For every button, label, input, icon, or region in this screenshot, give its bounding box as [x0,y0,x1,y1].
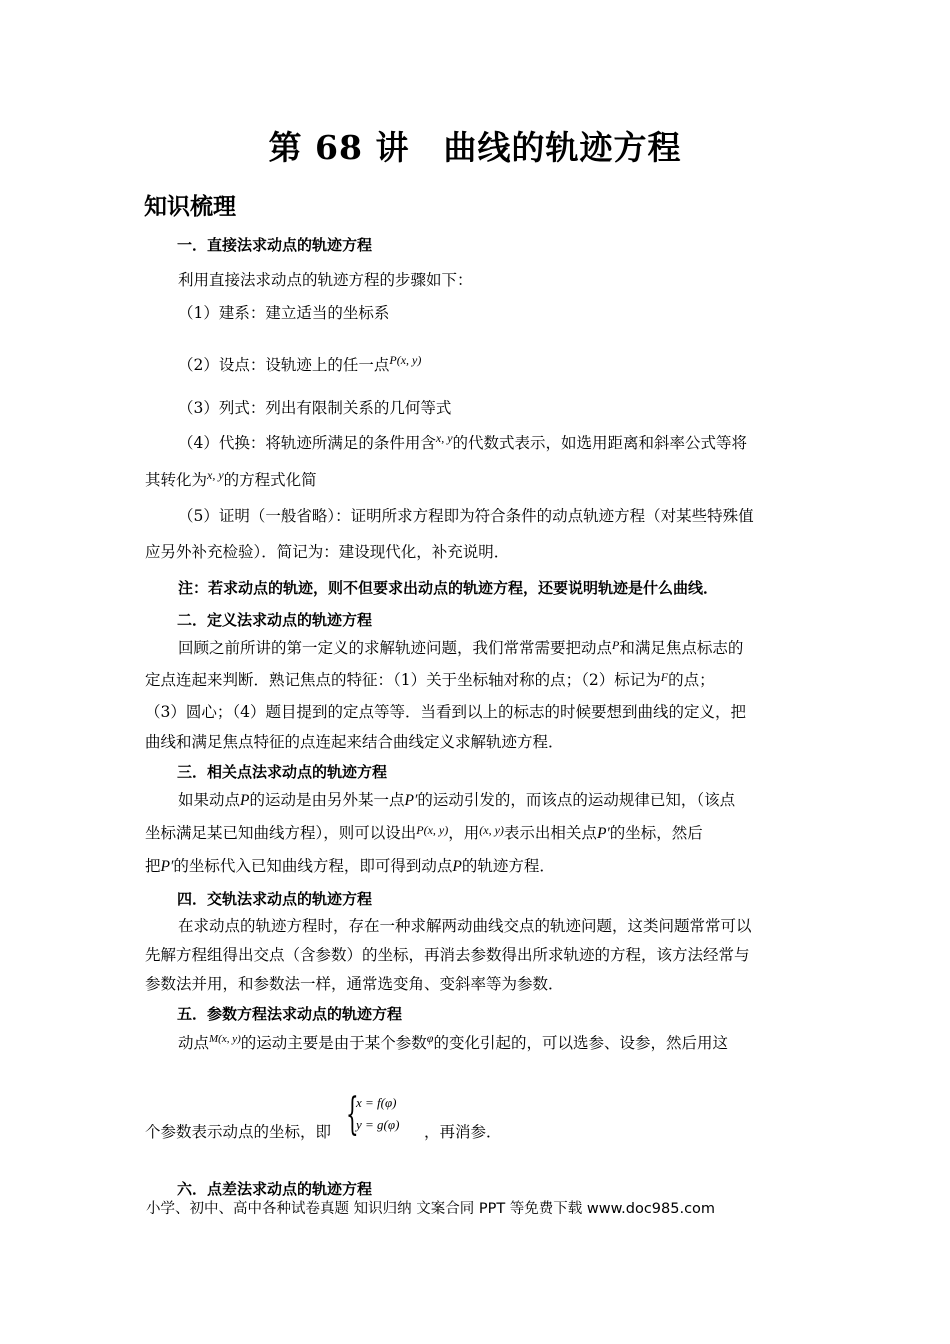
s4-line2: 先解方程组得出交点（含参数）的坐标，再消去参数得出所求轨迹的方程，该方法经常与 [145,946,750,964]
s1-step4-line1: （4）代换：将轨迹所满足的条件用含$^{x, y}$的代数式表示，如选用距离和斜率公式等将 [178,431,748,452]
s2-heading: 二．定义法求动点的轨迹方程 [177,611,373,629]
s1-note: 注：若求动点的轨迹，则不但要求出动点的轨迹方程，还要说明轨迹是什么曲线． [178,579,719,597]
lecture-topic: 曲线的轨迹方程 [443,128,682,167]
s1-step2: （2）设点：设轨迹上的任一点$^{P(x, y)}$ [178,353,422,374]
s2-line3: （3）圆心；（4）题目提到的定点等等．当看到以上的标志的时候要想到曲线的定义，把 [145,703,746,721]
s5-heading: 五．参数方程法求动点的轨迹方程 [177,1005,403,1023]
s1-step4-line2: 其转化为$^{x, y}$的方程式化简 [145,468,317,489]
s3-line1: 如果动点P的运动是由另外某一点P′的运动引发的，而该点的运动规律已知，（该点 [178,791,736,809]
s1-step3: （3）列式：列出有限制关系的几何等式 [178,399,452,417]
s3-line2: 坐标满足某已知曲线方程），则可以设出$^{P(x, y)}$，用$^{(x, y)}$表示出相关点P′的坐标，然后 [145,823,703,842]
s4-line3: 参数法并用，和参数法一样，通常选变角、变斜率等为参数． [145,975,564,993]
s4-line1: 在求动点的轨迹方程时，存在一种求解两动曲线交点的轨迹问题，这类问题常常可以 [178,917,752,935]
s1-step2-math: P(x, y) [389,353,422,367]
s1-step5-line1: （5）证明（一般省略）：证明所求方程即为符合条件的动点轨迹方程（对某些特殊值 [178,507,754,525]
s3-line3: 把P′的坐标代入已知曲线方程，即可得到动点P的轨迹方程． [145,857,555,875]
s3-heading: 三．相关点法求动点的轨迹方程 [177,763,388,781]
footer-ad: 小学、初中、高中各种试卷真题 知识归纳 文案合同 PPT 等免费下载 www.doc985.com [146,1201,716,1217]
section-heading: 知识梳理 [144,194,236,220]
s5-line2-suffix: ，再消参． [424,1123,502,1141]
parametric-system [346,1089,426,1141]
s2-line2: 定点连起来判断．熟记焦点的特征：（1）关于坐标轴对称的点；（2）标记为$^F$的点； [145,670,715,689]
s1-step5-line2: 应另外补充检验）．简记为：建设现代化，补充说明． [145,543,510,561]
s2-line4: 曲线和满足焦点特征的点连起来结合曲线定义求解轨迹方程． [145,733,564,751]
param-eq-y: y = g(φ) [356,1117,400,1132]
s6-heading: 六．点差法求动点的轨迹方程 [177,1180,373,1198]
brace-icon: { [346,1089,359,1140]
param-eq-x: x = f(φ) [356,1095,397,1110]
s5-line1: 动点$^{M(x, y)}$的运动主要是由于某个参数$^\varphi$的变化引起的，可以选参、设参，然后用这 [178,1031,728,1052]
page-title [0,122,950,169]
s2-line1: 回顾之前所讲的第一定义的求解轨迹问题，我们常常需要把动点$^P$和满足焦点标志的 [178,638,744,657]
lecture-number: 第 68 讲 [268,128,410,167]
s1-step1: （1）建系：建立适当的坐标系 [178,304,390,322]
s5-line2-prefix: 个参数表示动点的坐标，即 [145,1123,332,1141]
s1-intro: 利用直接法求动点的轨迹方程的步骤如下： [178,271,473,289]
s1-heading: 一．直接法求动点的轨迹方程 [177,236,373,254]
s4-heading: 四．交轨法求动点的轨迹方程 [177,890,373,908]
